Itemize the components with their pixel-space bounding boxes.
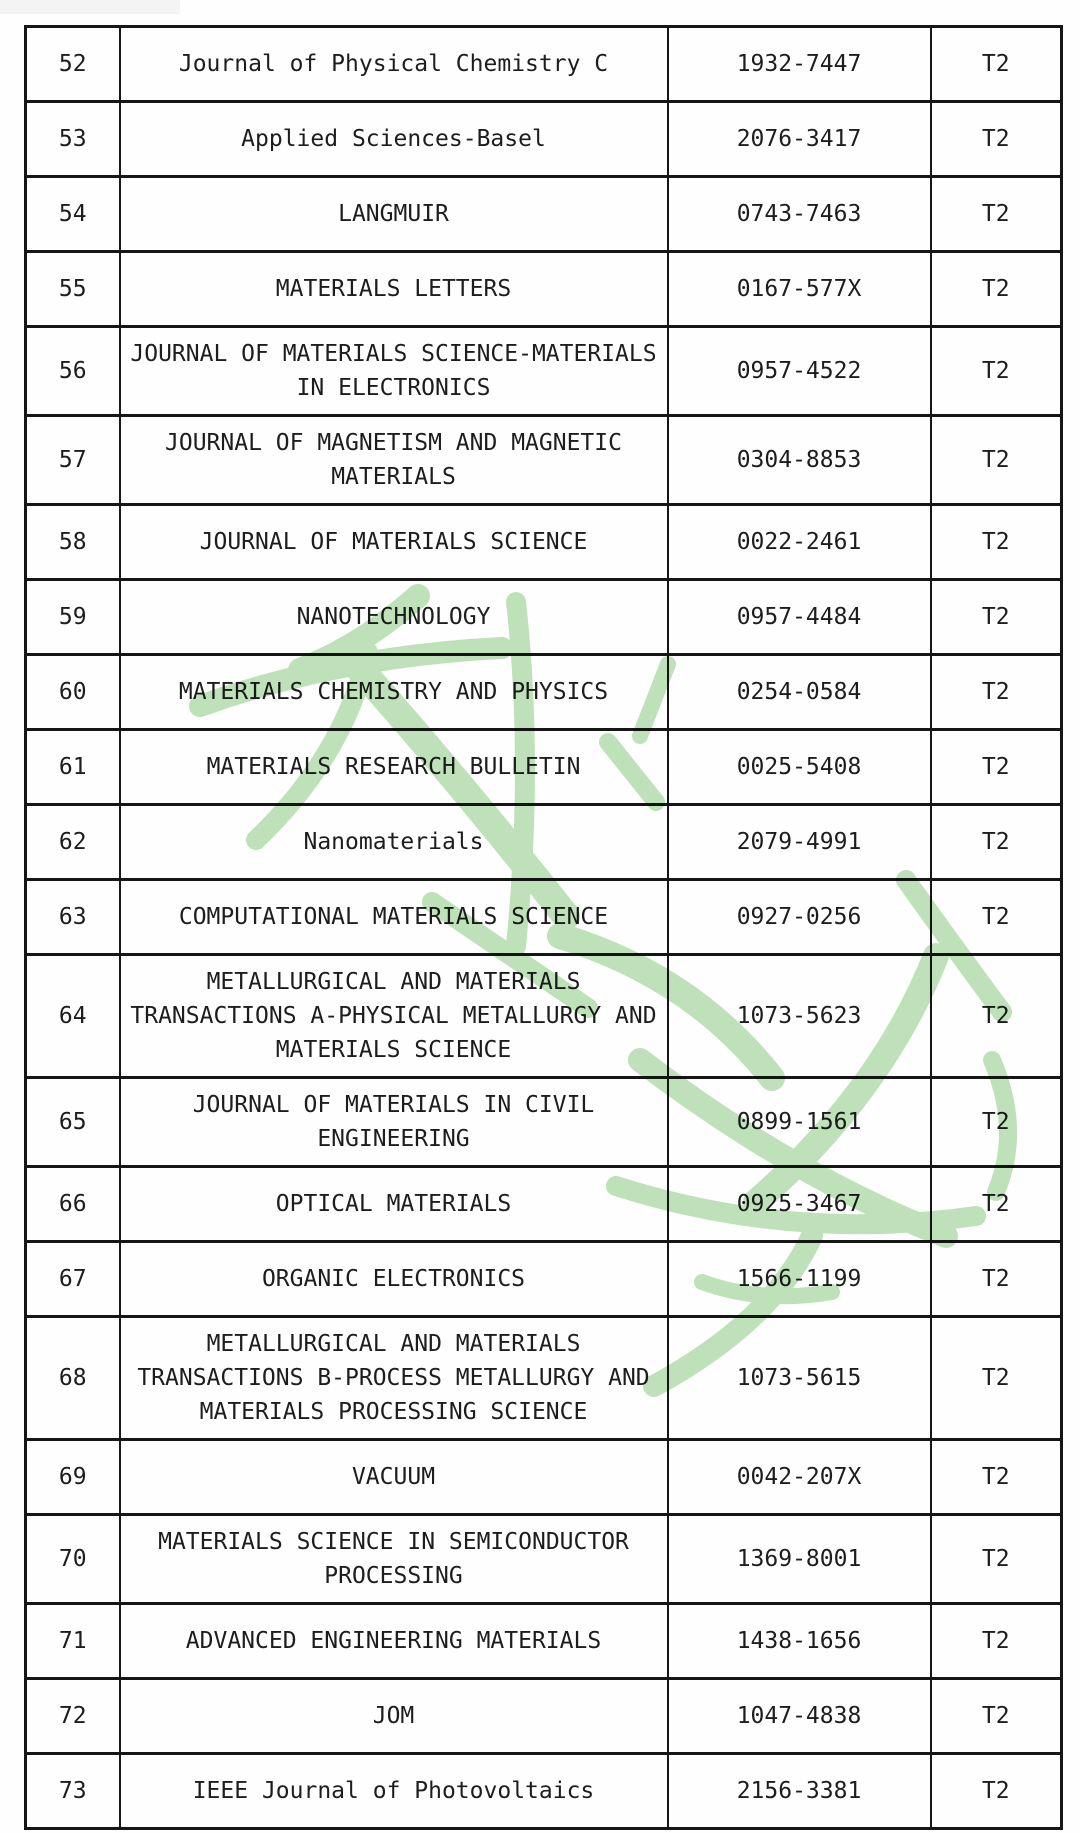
tier-cell: T2 (931, 1754, 1062, 1829)
issn-cell: 0022-2461 (668, 505, 931, 580)
table-row (26, 1078, 1062, 1167)
table-row (26, 252, 1062, 327)
table-row (26, 730, 1062, 805)
table-row (26, 1317, 1062, 1440)
journal-name-cell: LANGMUIR (120, 177, 668, 252)
table-row (26, 880, 1062, 955)
table-row (26, 655, 1062, 730)
row-number-cell: 70 (26, 1515, 120, 1604)
issn-cell: 0167-577X (668, 252, 931, 327)
tier-cell: T2 (931, 1078, 1062, 1167)
table-row (26, 805, 1062, 880)
journal-name-cell: JOURNAL OF MATERIALS SCIENCE (120, 505, 668, 580)
tier-cell: T2 (931, 327, 1062, 416)
row-number-cell: 64 (26, 955, 120, 1078)
row-number-cell: 66 (26, 1167, 120, 1242)
tier-cell: T2 (931, 955, 1062, 1078)
journal-name-cell: MATERIALS SCIENCE IN SEMICONDUCTOR PROCESSING (120, 1515, 668, 1604)
issn-cell: 1566-1199 (668, 1242, 931, 1317)
tier-cell: T2 (931, 1242, 1062, 1317)
table-row (26, 1515, 1062, 1604)
table-row (26, 1167, 1062, 1242)
row-number-cell: 57 (26, 416, 120, 505)
journal-name-cell: JOURNAL OF MATERIALS IN CIVIL ENGINEERING (120, 1078, 668, 1167)
tier-cell: T2 (931, 880, 1062, 955)
journal-name-cell: ORGANIC ELECTRONICS (120, 1242, 668, 1317)
table-row (26, 505, 1062, 580)
table-row (26, 1754, 1062, 1829)
row-number-cell: 61 (26, 730, 120, 805)
tier-cell: T2 (931, 177, 1062, 252)
tier-cell: T2 (931, 1515, 1062, 1604)
tier-cell: T2 (931, 1440, 1062, 1515)
issn-cell: 0925-3467 (668, 1167, 931, 1242)
table-row (26, 1440, 1062, 1515)
issn-cell: 1047-4838 (668, 1679, 931, 1754)
tier-cell: T2 (931, 1167, 1062, 1242)
journal-table-body (26, 27, 1062, 1829)
table-row (26, 102, 1062, 177)
row-number-cell: 54 (26, 177, 120, 252)
journal-name-cell: Journal of Physical Chemistry C (120, 27, 668, 102)
row-number-cell: 71 (26, 1604, 120, 1679)
tier-cell: T2 (931, 730, 1062, 805)
row-number-cell: 65 (26, 1078, 120, 1167)
row-number-cell: 73 (26, 1754, 120, 1829)
journal-name-cell: ADVANCED ENGINEERING MATERIALS (120, 1604, 668, 1679)
row-number-cell: 58 (26, 505, 120, 580)
issn-cell: 2079-4991 (668, 805, 931, 880)
scan-artifact (0, 0, 180, 14)
row-number-cell: 60 (26, 655, 120, 730)
journal-name-cell: IEEE Journal of Photovoltaics (120, 1754, 668, 1829)
journal-name-cell: JOURNAL OF MATERIALS SCIENCE-MATERIALS IN ELECTRONICS (120, 327, 668, 416)
journal-name-cell: MATERIALS CHEMISTRY AND PHYSICS (120, 655, 668, 730)
row-number-cell: 55 (26, 252, 120, 327)
issn-cell: 1438-1656 (668, 1604, 931, 1679)
issn-cell: 0957-4484 (668, 580, 931, 655)
issn-cell: 0899-1561 (668, 1078, 931, 1167)
journal-name-cell: OPTICAL MATERIALS (120, 1167, 668, 1242)
issn-cell: 2156-3381 (668, 1754, 931, 1829)
table-row (26, 327, 1062, 416)
issn-cell: 0042-207X (668, 1440, 931, 1515)
table-row (26, 955, 1062, 1078)
row-number-cell: 62 (26, 805, 120, 880)
tier-cell: T2 (931, 252, 1062, 327)
tier-cell: T2 (931, 416, 1062, 505)
row-number-cell: 67 (26, 1242, 120, 1317)
journal-name-cell: JOURNAL OF MAGNETISM AND MAGNETIC MATERIALS (120, 416, 668, 505)
table-row (26, 177, 1062, 252)
row-number-cell: 72 (26, 1679, 120, 1754)
journal-name-cell: Applied Sciences-Basel (120, 102, 668, 177)
issn-cell: 1073-5623 (668, 955, 931, 1078)
table-row (26, 580, 1062, 655)
table-row (26, 27, 1062, 102)
journal-name-cell: MATERIALS RESEARCH BULLETIN (120, 730, 668, 805)
row-number-cell: 56 (26, 327, 120, 416)
tier-cell: T2 (931, 102, 1062, 177)
row-number-cell: 63 (26, 880, 120, 955)
issn-cell: 0957-4522 (668, 327, 931, 416)
issn-cell: 0025-5408 (668, 730, 931, 805)
table-row (26, 1604, 1062, 1679)
journal-name-cell: Nanomaterials (120, 805, 668, 880)
issn-cell: 0304-8853 (668, 416, 931, 505)
issn-cell: 0254-0584 (668, 655, 931, 730)
tier-cell: T2 (931, 27, 1062, 102)
tier-cell: T2 (931, 1317, 1062, 1440)
issn-cell: 1073-5615 (668, 1317, 931, 1440)
journal-name-cell: METALLURGICAL AND MATERIALS TRANSACTIONS B-PROCESS METALLURGY AND MATERIALS PROCESSING SCIENCE (120, 1317, 668, 1440)
row-number-cell: 53 (26, 102, 120, 177)
row-number-cell: 59 (26, 580, 120, 655)
journal-table (24, 25, 1063, 1830)
issn-cell: 1369-8001 (668, 1515, 931, 1604)
tier-cell: T2 (931, 505, 1062, 580)
table-row (26, 1242, 1062, 1317)
table-row (26, 1679, 1062, 1754)
row-number-cell: 68 (26, 1317, 120, 1440)
issn-cell: 2076-3417 (668, 102, 931, 177)
journal-name-cell: COMPUTATIONAL MATERIALS SCIENCE (120, 880, 668, 955)
tier-cell: T2 (931, 805, 1062, 880)
journal-name-cell: JOM (120, 1679, 668, 1754)
tier-cell: T2 (931, 1604, 1062, 1679)
journal-name-cell: METALLURGICAL AND MATERIALS TRANSACTIONS A-PHYSICAL METALLURGY AND MATERIALS SCIENCE (120, 955, 668, 1078)
journal-name-cell: MATERIALS LETTERS (120, 252, 668, 327)
journal-name-cell: VACUUM (120, 1440, 668, 1515)
issn-cell: 1932-7447 (668, 27, 931, 102)
row-number-cell: 52 (26, 27, 120, 102)
issn-cell: 0927-0256 (668, 880, 931, 955)
table-row (26, 416, 1062, 505)
tier-cell: T2 (931, 655, 1062, 730)
journal-name-cell: NANOTECHNOLOGY (120, 580, 668, 655)
tier-cell: T2 (931, 580, 1062, 655)
tier-cell: T2 (931, 1679, 1062, 1754)
row-number-cell: 69 (26, 1440, 120, 1515)
issn-cell: 0743-7463 (668, 177, 931, 252)
